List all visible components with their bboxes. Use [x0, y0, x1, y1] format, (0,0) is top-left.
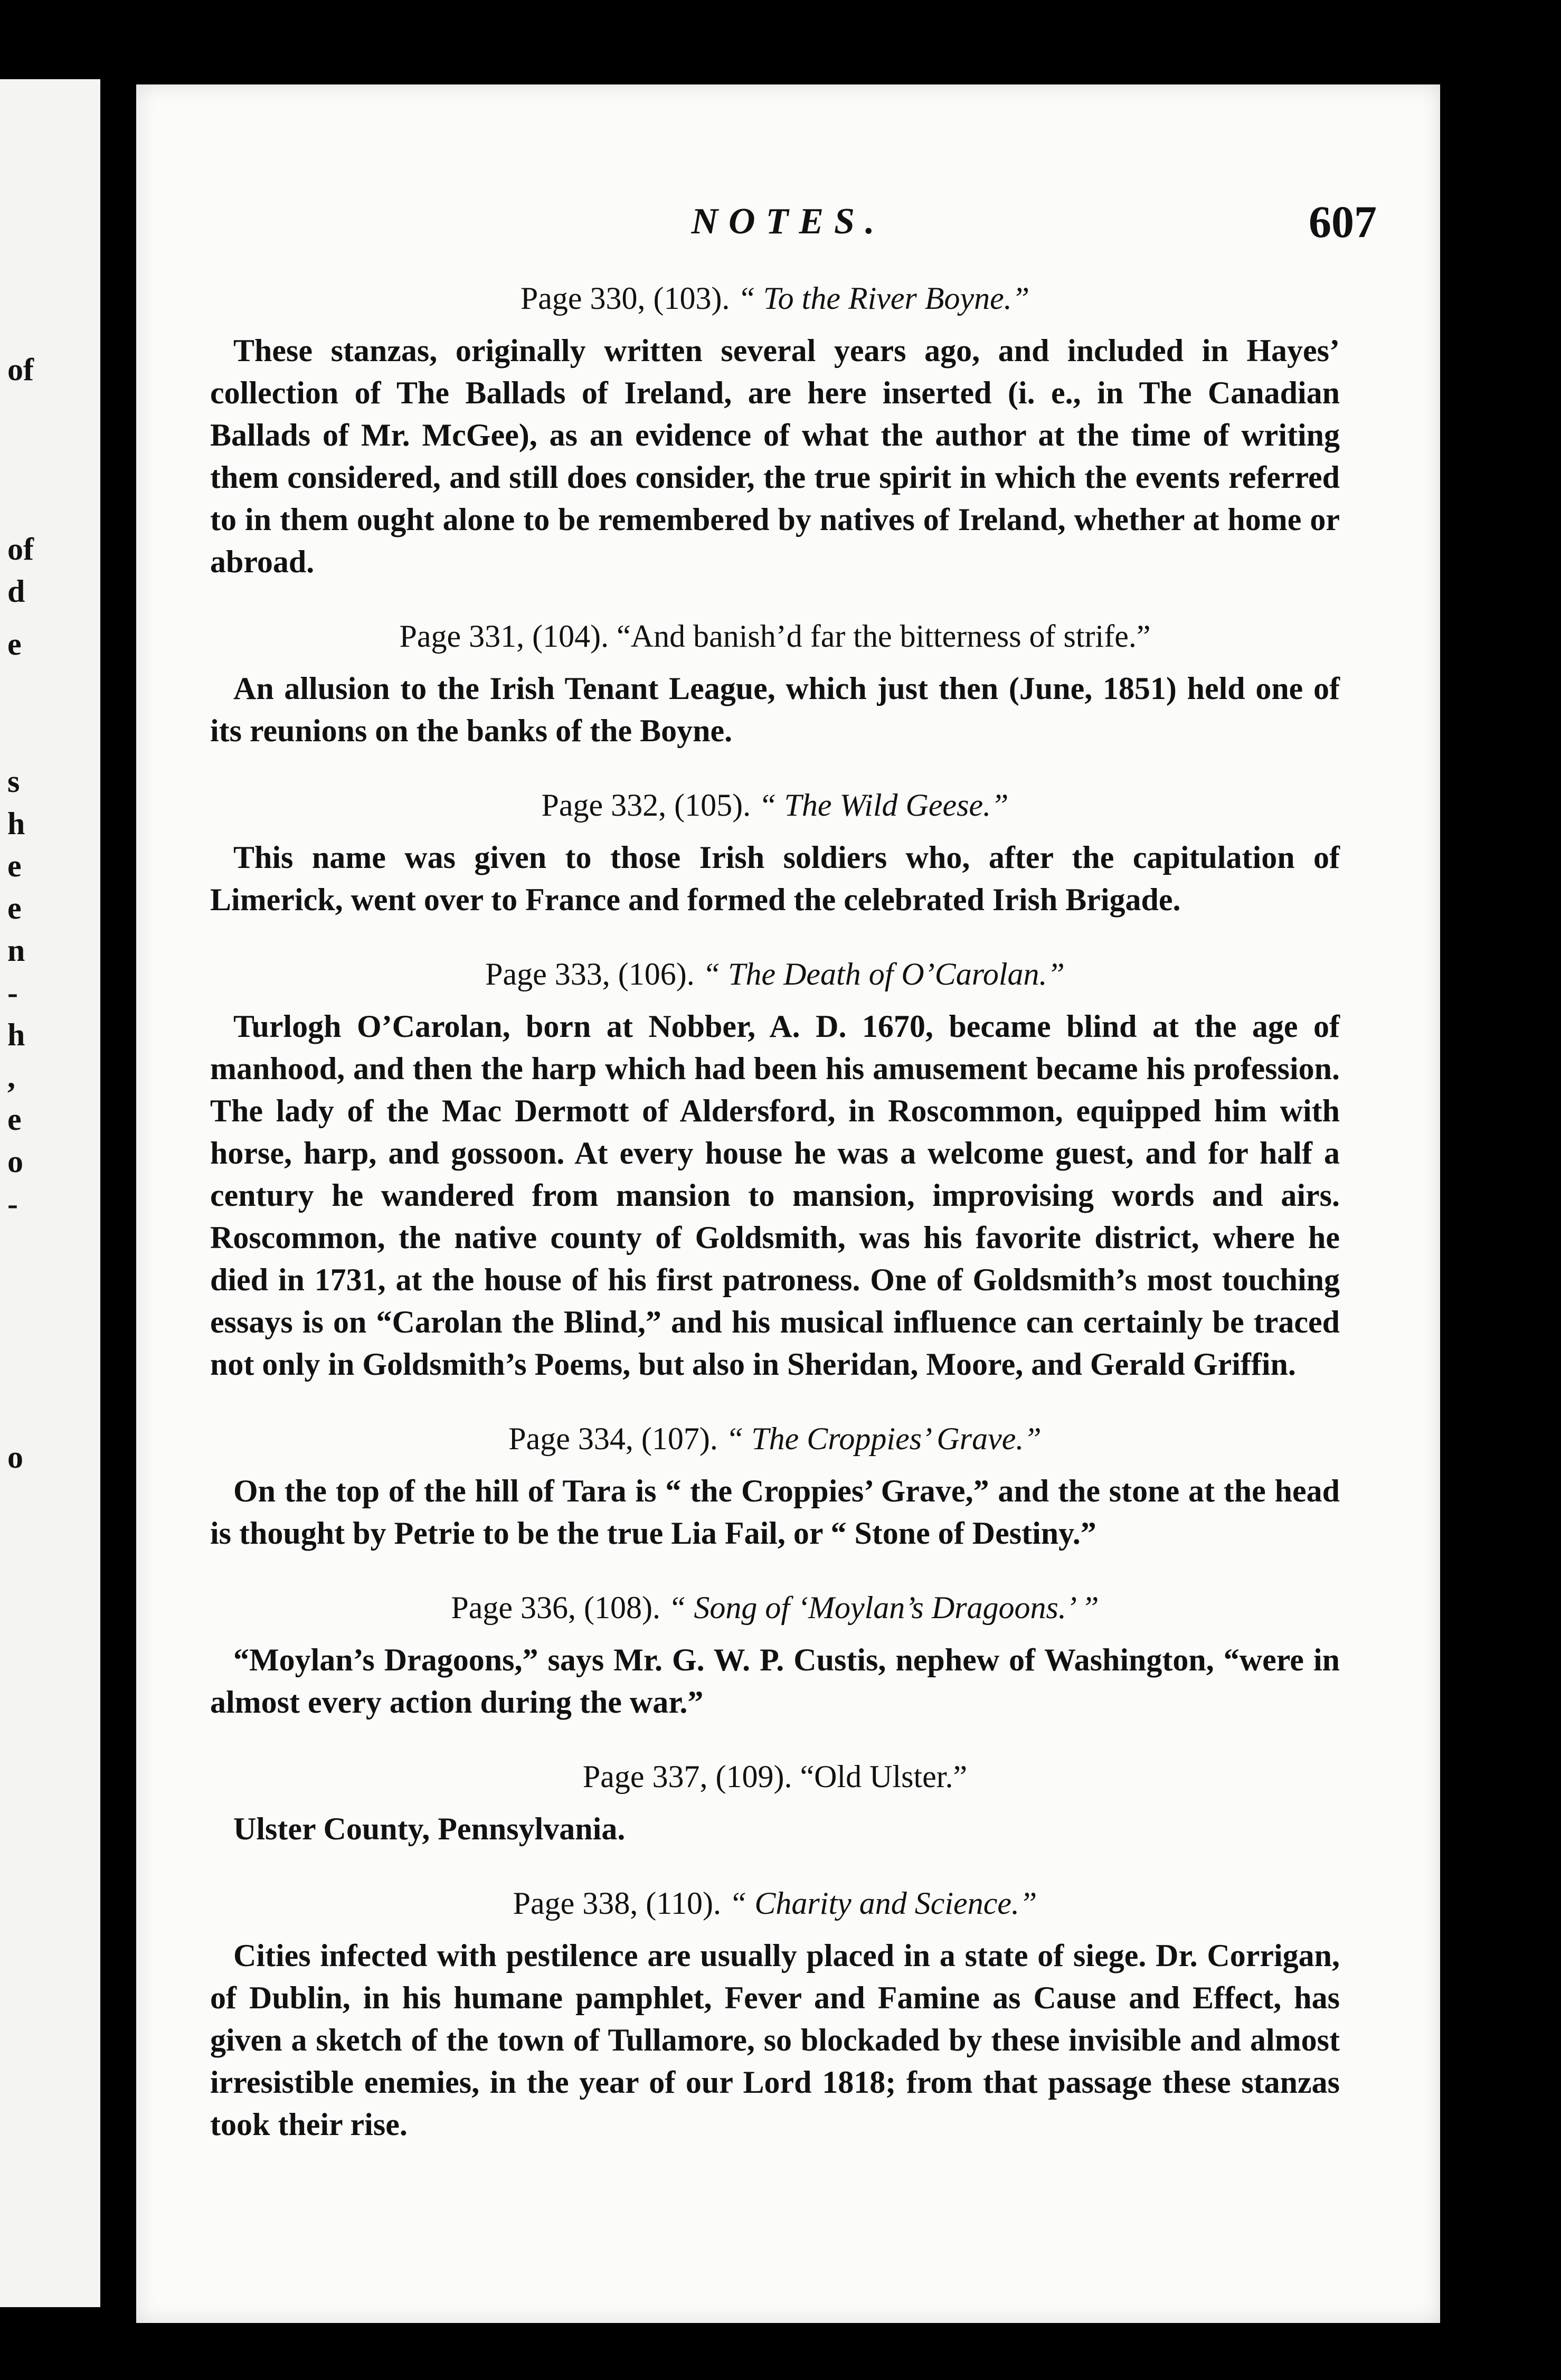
note-heading [210, 1880, 1340, 1927]
note-body: Turlogh O’Carolan, born at Nobber, A. D. 1670, became blind at the age of manhood, and then the harp which had been his amusement became his profession. The lady of the Mac Dermott of Aldersford, in Roscommon, equipped him with horse, harp, and gossoon. At every house he was a welcome guest, and for half a century he wandered from mansion to mansion, improvising words and airs. Roscommon, the native county of Goldsmith, was his favorite district, where he died in 1731, at the house of his first patroness. One of Goldsmith’s most touching essays is on “Carolan the Blind,” and his musical influence can certainly be traced not only in Goldsmith’s Poems, but also in Sheridan, Moore, and Gerald Griffin. [210, 1009, 1340, 1382]
running-head: NOTES. [691, 201, 885, 242]
note-page-ref: Page 333, (106). [485, 957, 695, 991]
note-page-ref: Page 332, (105). [541, 788, 751, 823]
note-heading [210, 781, 1340, 829]
facing-page-fragment: h [7, 806, 25, 841]
note-title: “ Charity and Science.” [729, 1886, 1037, 1921]
note-heading [210, 1584, 1340, 1631]
book-page [136, 84, 1440, 2323]
note-heading [210, 1415, 1340, 1462]
note-title: “ The Croppies’ Grave.” [725, 1421, 1042, 1456]
note-heading [210, 612, 1340, 660]
notes-section [210, 275, 1340, 2146]
note-heading [210, 1753, 1340, 1800]
facing-page-fragment: e [7, 627, 22, 662]
facing-page-fragment: h [7, 1017, 25, 1052]
note-body: This name was given to those Irish soldiers who, after the capitulation of Limerick, went over to France and formed the celebrated Irish Brigade. [210, 840, 1340, 917]
note-body: Ulster County, Pennsylvania. [233, 1811, 626, 1846]
facing-page-fragment: n [7, 933, 25, 968]
facing-page-fragment: - [7, 1186, 18, 1221]
note-title: “Old Ulster.” [800, 1759, 968, 1794]
note-page-ref: Page 330, (103). [520, 281, 730, 316]
facing-page-fragment: d [7, 574, 25, 609]
note-page-ref: Page 331, (104). [399, 619, 609, 654]
facing-page-fragment: of [7, 532, 34, 566]
note-body: “Moylan’s Dragoons,” says Mr. G. W. P. Custis, nephew of Washington, “were in almost every action during the war.” [210, 1642, 1340, 1720]
note-title: “ The Wild Geese.” [759, 788, 1009, 823]
note-title: “ The Death of O’Carolan.” [702, 957, 1065, 991]
note-title: “ Song of ‘Moylan’s Dragoons.’ ” [668, 1590, 1099, 1625]
facing-page-edge [0, 79, 100, 2307]
note-heading [210, 275, 1340, 322]
facing-page-fragment: s [7, 764, 20, 799]
note-page-ref: Page 336, (108). [451, 1590, 660, 1625]
facing-page-fragment: - [7, 975, 18, 1010]
note-body: These stanzas, originally written several years ago, and included in Hayes’ collection of The Ballads of Ireland, are here inserted (i. e., in The Canadian Ballads of Mr. McGee), as an evidence of what the author at the time of writing them considered, and still does consider, the true spirit in which the events referred to in them ought alone to be remembered by natives of Ireland, whether at home or abroad. [210, 333, 1340, 579]
facing-page-fragment: e [7, 891, 22, 925]
page-number: 607 [1309, 196, 1377, 247]
note-body: Cities infected with pestilence are usually placed in a state of siege. Dr. Corrigan, of Dublin, in his humane pamphlet, Fever and Famine as Cause and Effect, has given a sketch of the town of Tullamore, so blockaded by these invisible and almost irresistible enemies, in the year of our Lord 1818; from that passage these stanzas took their rise. [210, 1938, 1340, 2142]
facing-page-fragment: o [7, 1440, 23, 1475]
facing-page-fragment: e [7, 848, 22, 883]
facing-page-fragment: e [7, 1102, 22, 1137]
note-body: On the top of the hill of Tara is “ the Croppies’ Grave,” and the stone at the head is thought by Petrie to be the true Lia Fail, or “ Stone of Destiny.” [210, 1474, 1340, 1551]
note-title: “ To the River Boyne.” [737, 281, 1030, 316]
note-page-ref: Page 337, (109). [582, 1759, 792, 1794]
facing-page-fragment: of [7, 352, 34, 387]
note-title: “And banish’d far the bitterness of strife.” [617, 619, 1151, 654]
facing-page-fragment: , [7, 1060, 15, 1094]
note-page-ref: Page 338, (110). [513, 1886, 722, 1921]
note-page-ref: Page 334, (107). [508, 1421, 718, 1456]
note-body: An allusion to the Irish Tenant League, which just then (June, 1851) held one of its reunions on the banks of the Boyne. [210, 671, 1340, 748]
facing-page-fragment: o [7, 1144, 23, 1179]
note-heading [210, 950, 1340, 998]
